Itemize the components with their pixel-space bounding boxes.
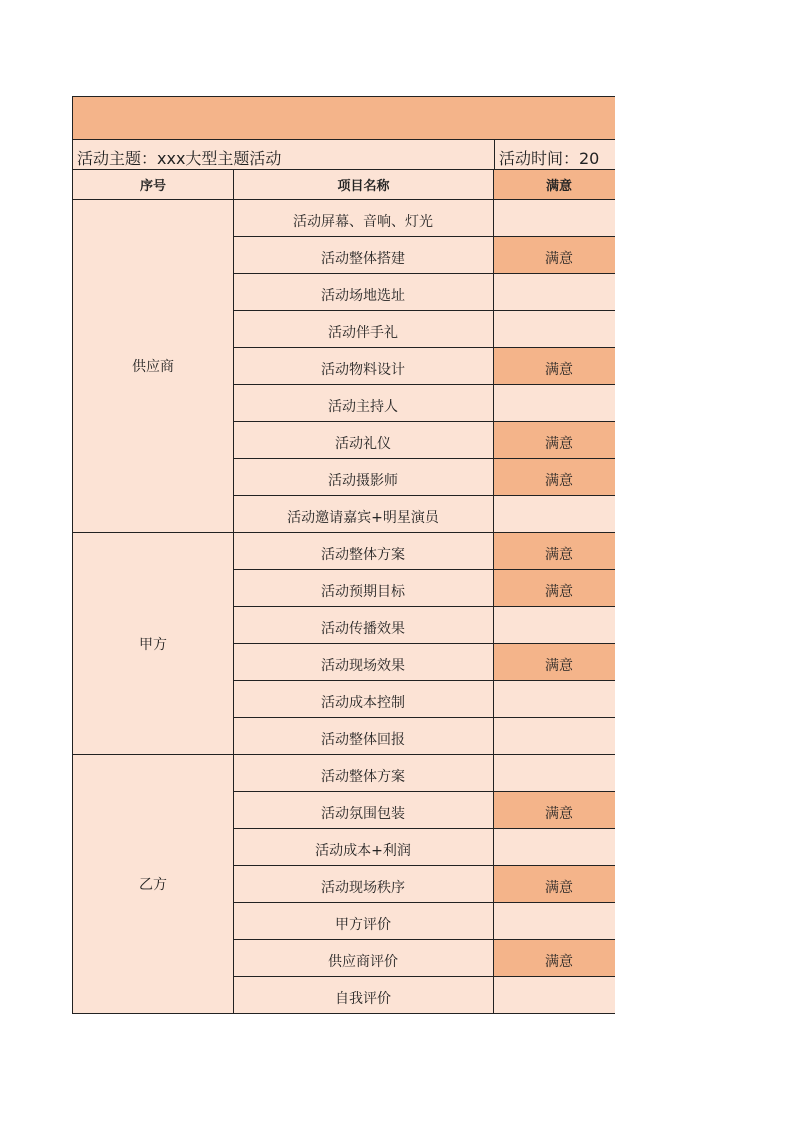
satisfaction-cell[interactable]: [494, 311, 615, 348]
satisfaction-cell[interactable]: 满意: [494, 422, 615, 459]
item-name-cell: 活动场地选址: [233, 274, 494, 311]
satisfaction-cell[interactable]: 满意: [494, 237, 615, 274]
satisfaction-cell[interactable]: [494, 200, 615, 237]
item-name-cell: 活动物料设计: [233, 348, 494, 385]
item-name-cell: 活动成本+利润: [233, 829, 494, 866]
table-row: [233, 459, 615, 496]
table-row: [233, 237, 615, 274]
table-row: [233, 311, 615, 348]
table-row: [233, 274, 615, 311]
item-name-cell: 活动礼仪: [233, 422, 494, 459]
table-row: [233, 533, 615, 570]
header-seq: 序号: [73, 170, 234, 199]
item-name-cell: 活动氛围包装: [233, 792, 494, 829]
satisfaction-cell[interactable]: [494, 607, 615, 644]
item-name-cell: 活动屏幕、音响、灯光: [233, 200, 494, 237]
item-name-cell: 活动整体回报: [233, 718, 494, 755]
satisfaction-cell[interactable]: [494, 718, 615, 755]
table-row: [233, 348, 615, 385]
activity-theme-text: 活动主题：xxx大型主题活动: [77, 149, 282, 168]
item-name-cell: 供应商评价: [233, 940, 494, 977]
item-name-cell: 活动现场效果: [233, 644, 494, 681]
group-label-cell: 甲方: [72, 533, 234, 755]
table-row: [233, 681, 615, 718]
satisfaction-cell[interactable]: 满意: [494, 459, 615, 496]
satisfaction-cell[interactable]: [494, 903, 615, 940]
table-row: [233, 607, 615, 644]
item-name-cell: 甲方评价: [233, 903, 494, 940]
header-project-name: 项目名称: [234, 170, 494, 199]
table-row: [233, 903, 615, 940]
header-satisfaction: 满意: [494, 170, 615, 199]
table-header-row: [72, 170, 615, 200]
item-name-cell: 活动邀请嘉宾+明星演员: [233, 496, 494, 533]
group-label-cell: 供应商: [72, 200, 234, 533]
table-row: [233, 940, 615, 977]
item-name-cell: 活动整体方案: [233, 533, 494, 570]
item-name-cell: 活动伴手礼: [233, 311, 494, 348]
table-row: [233, 200, 615, 237]
satisfaction-cell[interactable]: [494, 755, 615, 792]
table-row: [233, 496, 615, 533]
satisfaction-cell[interactable]: 满意: [494, 644, 615, 681]
info-row: [72, 140, 615, 170]
table-row: [233, 570, 615, 607]
table-row: [233, 644, 615, 681]
item-name-cell: 活动摄影师: [233, 459, 494, 496]
table-row: [233, 385, 615, 422]
table-row: [233, 792, 615, 829]
evaluation-sheet: [72, 96, 615, 1014]
table-row: [233, 718, 615, 755]
item-name-cell: 活动整体搭建: [233, 237, 494, 274]
satisfaction-cell[interactable]: [494, 274, 615, 311]
activity-time-text: 活动时间：20: [499, 149, 600, 168]
item-name-cell: 活动传播效果: [233, 607, 494, 644]
satisfaction-cell[interactable]: 满意: [494, 570, 615, 607]
item-name-cell: 活动整体方案: [233, 755, 494, 792]
satisfaction-cell[interactable]: [494, 977, 615, 1014]
title-band: [72, 96, 615, 140]
table-row: [233, 755, 615, 792]
satisfaction-cell[interactable]: 满意: [494, 533, 615, 570]
item-name-cell: 自我评价: [233, 977, 494, 1014]
satisfaction-cell[interactable]: 满意: [494, 792, 615, 829]
item-name-cell: 活动成本控制: [233, 681, 494, 718]
group-label-cell: 乙方: [72, 755, 234, 1014]
satisfaction-cell[interactable]: 满意: [494, 940, 615, 977]
satisfaction-cell[interactable]: [494, 496, 615, 533]
satisfaction-cell[interactable]: 满意: [494, 866, 615, 903]
table-row: [233, 977, 615, 1014]
satisfaction-cell[interactable]: 满意: [494, 348, 615, 385]
satisfaction-cell[interactable]: [494, 829, 615, 866]
item-name-cell: 活动现场秩序: [233, 866, 494, 903]
item-name-cell: 活动预期目标: [233, 570, 494, 607]
table-row: [233, 866, 615, 903]
table-row: [233, 829, 615, 866]
satisfaction-cell[interactable]: [494, 385, 615, 422]
table-row: [233, 422, 615, 459]
satisfaction-cell[interactable]: [494, 681, 615, 718]
item-name-cell: 活动主持人: [233, 385, 494, 422]
activity-time-cell: [494, 140, 615, 169]
